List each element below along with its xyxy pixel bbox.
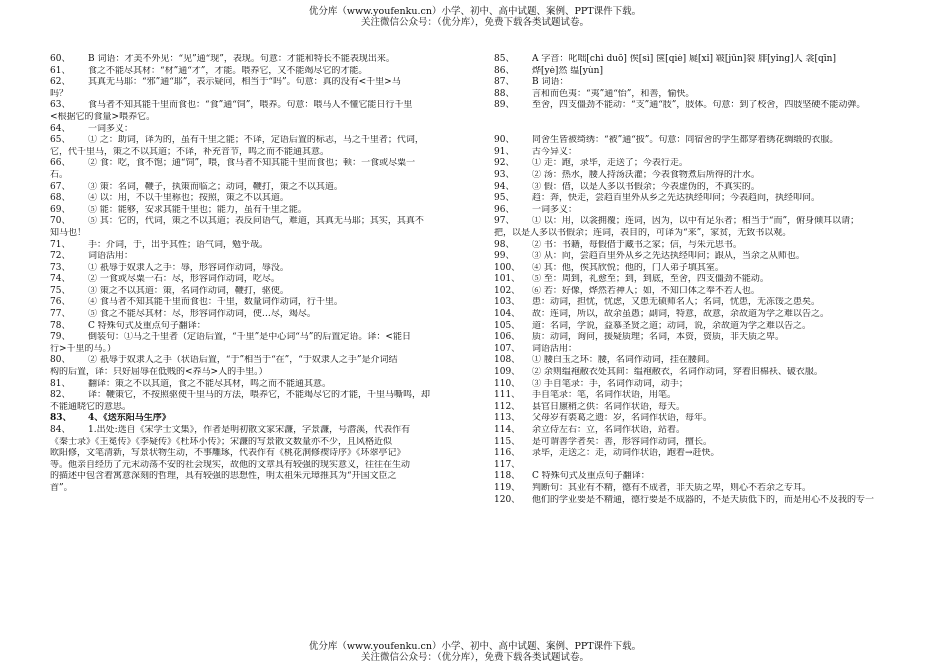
line-number: 102、 (494, 285, 521, 296)
line-text: ① 祇辱于奴隶人之手：辱，形容词作动词，辱没。 (88, 262, 289, 273)
line-text: 1.出处:选自《宋学士文集》，作者是明初散文家宋濂，字景濂，号潜溪，代表作有 (88, 425, 411, 435)
line-number: 116、 (494, 448, 521, 459)
numbered-line (50, 182, 475, 194)
line-number: 72、 (50, 251, 71, 262)
header-line-2: 关注微信公众号：（优分库），免费下载各类试题试卷。 (360, 17, 589, 28)
numbered-line (50, 263, 475, 275)
numbered-line (494, 483, 904, 495)
line-text: 父母岁有裘葛之遗：岁，名词作状语，每年。 (532, 413, 713, 424)
line-number: 117、 (494, 459, 521, 470)
continuation-line: 知马也！ (50, 227, 87, 238)
line-text: 余立侍左右：立，名词作状语，站着。 (532, 425, 686, 435)
header-line-1: 优分库（www.youfenku.cn）小学、初中、高中试题、案例、PPT课件下载。 (308, 6, 642, 17)
line-text: ② 食：吃，食不饱；通“饲”，喂，食马者不知其能千里而食也；顿：一食或尽粟一 (88, 158, 416, 169)
line-number: 98、 (494, 239, 515, 250)
line-number: 93、 (494, 169, 515, 180)
right-column (494, 54, 904, 506)
line-text: ① 之：助词，译为的，虽有千里之能；不译，定语后置的标志，马之千里者；代词， (88, 135, 424, 146)
continuation-line: 的描述中包含着寓意深刻的哲理，具有较强的思想性，明太祖朱元璋推其为“开国文臣之 (50, 471, 397, 482)
numbered-line (494, 309, 904, 321)
line-number: 85、 (494, 54, 515, 64)
line-text: ⑤ 至：周到，礼愈至；到，到底，至舍，四支僵劲不能动。 (532, 274, 769, 285)
line-text: 倒装句：①马之千里者（定语后置，“千里”是中心词“马”的后置定语。译：<能日 (88, 332, 411, 343)
numbered-line (494, 216, 904, 228)
numbered-line (494, 448, 904, 460)
numbered-line (494, 170, 904, 182)
numbered-line (494, 367, 904, 379)
line-text: 词语活用： (88, 251, 134, 262)
line-text: 食之不能尽其材：“材”通“才”，才能。喂养它，又不能竭尽它的才能。 (88, 65, 368, 76)
line-number: 80、 (50, 355, 71, 366)
numbered-line (50, 274, 475, 286)
numbered-line (494, 274, 904, 286)
numbered-line (494, 379, 904, 391)
line-number: 94、 (494, 181, 515, 192)
line-number: 71、 (50, 239, 71, 250)
line-text: ② 一食或尽粟一石：尽，形容词作动词，吃尽。 (88, 274, 280, 285)
numbered-line (50, 124, 475, 136)
line-text: ③ 假：借，以是人多以书假余；今表虚伪的，不真实的。 (532, 181, 760, 192)
line-number: 106、 (494, 332, 521, 343)
line-text: 翻译：策之不以其道，食之不能尽其材，鸣之而不能通其意。 (88, 378, 332, 389)
line-text: ① 以：用，以衾拥覆；连词，因为，以中有足乐者；相当于“而”，俯身倾耳以请； (532, 216, 860, 227)
line-text: 其真无马耶：“邪”通“耶”，表示疑问，相当于“吗”。句意：真的没有<千里>马 (88, 77, 401, 88)
line-number: 97、 (494, 216, 515, 227)
numbered-line (494, 460, 904, 472)
continuation-line: <根据它的食量>喂养它。 (50, 111, 156, 122)
line-text: 录毕，走送之：走，动词作状语，跑着→赶快。 (532, 448, 720, 459)
line-text: 患：动词，担忧，忧虑，又患无硕师名人；名词，忧患，无冻馁之患矣。 (532, 297, 821, 308)
numbered-line (50, 54, 475, 66)
continuation-line: 行>千里的马。） (50, 343, 117, 354)
line-text: ⑤ 其：它的，代词，策之不以其道；表反问语气，难道，其真无马耶；其实，其真不 (88, 216, 424, 227)
line-text: A 字音：叱咄[chì duō] 俟[sì] 箧[qiè] 屣[xǐ] 皲[jūn]裂 腓[yǐng]人 衾[qīn] (532, 54, 836, 64)
numbered-line (50, 297, 475, 309)
numbered-line (494, 471, 904, 483)
line-number: 120、 (494, 494, 521, 505)
left-column (50, 54, 475, 495)
line-text: B 词语：才美不外见：“见”通“现”，表现。句意：才能和特长不能表现出来。 (88, 54, 395, 64)
page-footer (0, 641, 950, 663)
numbered-line (494, 193, 904, 205)
numbered-line (50, 240, 475, 252)
numbered-line (494, 100, 904, 112)
line-number: 65、 (50, 135, 71, 146)
line-text: 至舍，四支僵劲不能动：“支”通“肢”，肢体。句意：到了校舍，四肢坚硬不能动弹。 (532, 100, 866, 111)
line-number: 82、 (50, 390, 71, 401)
numbered-line (50, 66, 475, 78)
line-number: 107、 (494, 343, 521, 354)
numbered-line (50, 425, 475, 437)
numbered-line (494, 182, 904, 194)
continuation-line: 构的后置，译：只好屈辱在低贱的<养马>人的手里。） (50, 367, 268, 378)
line-number: 111、 (494, 390, 521, 401)
numbered-line (494, 240, 904, 252)
line-text: 趋：奔，快走，尝趋百里外从乡之先达执经叩问；今表趋向，执经叩问。 (532, 193, 821, 204)
line-text: 手自笔录：笔，名词作状语，用笔。 (532, 390, 677, 401)
continuation-line: 把，以是人多以书假余；连词，表目的，可译为“来”，家贫，无致书以观。 (494, 227, 792, 238)
line-text: ① 腰白玉之环：腰，名词作动词，挂在腰间。 (532, 355, 715, 366)
line-number: 75、 (50, 285, 71, 296)
line-text: ④ 食马者不知其能千里而食也：千里，数量词作动词，行千里。 (88, 297, 343, 308)
line-number: 60、 (50, 54, 71, 64)
numbered-line (494, 205, 904, 217)
line-number: 114、 (494, 425, 521, 435)
line-number: 89、 (494, 100, 515, 111)
line-number: 64、 (50, 123, 71, 134)
numbered-line (50, 193, 475, 205)
page-header (0, 6, 950, 28)
line-text: 一词多义： (88, 123, 134, 134)
line-text: 手：介词，于，出乎其性；语气词，勉乎哉。 (88, 239, 269, 250)
line-text: ② 书：书籍，每假借于藏书之家；信，与朱元思书。 (532, 239, 742, 250)
numbered-line (494, 54, 904, 66)
line-text: 食马者不知其能千里而食也：“食”通“饲”，喂养。句意：喂马人不懂它能日行千里 (88, 100, 413, 111)
line-number: 119、 (494, 482, 521, 493)
line-text: 一词多义： (532, 204, 578, 215)
numbered-line (50, 379, 475, 391)
continuation-line: 《秦士录》《王冕传》《李疑传》《杜环小传》；宋濂的写景散文数量亦不少，且风格近似 (50, 436, 393, 447)
numbered-line (494, 402, 904, 414)
continuation-line: 首”。 (50, 482, 73, 493)
line-number: 88、 (494, 88, 515, 99)
line-text: ③ 策：名词，鞭子，执策而临之；动词，鞭打，策之不以其道。 (88, 181, 343, 192)
line-text: B 词语： (532, 77, 569, 88)
continuation-line: 等。他亲自经历了元末动荡不安的社会现实，故他的文章具有较强的现实意义，往往在生动 (50, 459, 411, 470)
numbered-line (494, 286, 904, 298)
numbered-line (494, 147, 904, 159)
numbered-line (494, 135, 904, 147)
line-text: 判断句：其业有不精，德有不成者，非天质之卑，则心不若余之专耳。 (532, 482, 812, 493)
line-text: ④ 其：他，俟其欣悦；他的，门人弟子填其室。 (532, 262, 724, 273)
numbered-line (494, 158, 904, 170)
line-text: ① 走：跑，录毕，走送了；今表行走。 (532, 158, 688, 169)
line-number: 87、 (494, 77, 515, 88)
line-number: 79、 (50, 332, 71, 343)
numbered-line (494, 251, 904, 263)
numbered-line (494, 344, 904, 356)
numbered-line (494, 66, 904, 78)
numbered-line (494, 425, 904, 437)
line-text: ⑤ 能：能够，安求其能千里也；能力，虽有千里之能。 (88, 204, 307, 215)
line-number: 81、 (50, 378, 71, 389)
numbered-line (50, 205, 475, 217)
footer-line-2: 关注微信公众号：（优分库），免费下载各类试题试卷。 (360, 652, 589, 663)
numbered-line (50, 286, 475, 298)
numbered-line (494, 437, 904, 449)
line-text: 质：动词，询问，援疑质理；名词，本资，资质，非天质之卑。 (532, 332, 785, 343)
numbered-line (50, 158, 475, 170)
line-text: 故：连词，所以，故余虽愚；副词，特意，故意，余故道为学之难以告之。 (532, 309, 830, 320)
numbered-line (50, 135, 475, 147)
line-text: 4、《送东阳马生序》 (88, 413, 171, 424)
line-number: 101、 (494, 274, 521, 285)
continuation-line (494, 112, 904, 124)
line-number: 84、 (50, 425, 71, 435)
line-text: 古今异义： (532, 146, 578, 157)
numbered-line (494, 390, 904, 402)
numbered-line (50, 321, 475, 333)
line-text: ③ 从：向，尝趋百里外从乡之先达执经叩问；跟从，当余之从师也。 (532, 251, 805, 262)
line-number: 104、 (494, 309, 521, 320)
continuation-line (494, 124, 904, 136)
line-text: C 特殊句式及重点句子翻译： (88, 320, 206, 331)
line-text: ② 祇辱于奴隶人之手（状语后置，“于”相当于“在”，“于奴隶人之手”是介词结 (88, 355, 398, 366)
continuation-line: 欧阳修，文笔清新，写景状物生动，不事雕琢，代表作有《桃花涧修禊诗序》《环翠亭记》 (50, 448, 406, 459)
line-text: 道：名词，学说，益慕圣贤之道；动词，说，余故道为学之难以告之。 (532, 320, 812, 331)
continuation-line: 它，代千里马，策之不以其道；不译，补充音节，鸣之而不能通其意。 (50, 146, 330, 157)
line-number: 74、 (50, 274, 71, 285)
continuation-line: 吗？ (50, 88, 69, 99)
numbered-line (50, 413, 475, 425)
line-number: 113、 (494, 413, 521, 424)
line-text: ③ 手自笔录：手，名词作动词，动手； (532, 378, 688, 389)
numbered-line (50, 309, 475, 321)
line-text: ⑤ 食之不能尽其材：尽，形容词作动词，使…尽，竭尽。 (88, 309, 316, 320)
numbered-line (494, 495, 904, 507)
line-number: 76、 (50, 297, 71, 308)
line-number: 70、 (50, 216, 71, 227)
line-text: 烨[yè]然 缊[yùn] (532, 65, 603, 76)
numbered-line (494, 89, 904, 101)
line-number: 67、 (50, 181, 71, 192)
line-text: C 特殊句式及重点句子翻译： (532, 471, 650, 482)
numbered-line (494, 413, 904, 425)
line-number: 108、 (494, 355, 521, 366)
line-text: 译：鞭策它，不按照驱使千里马的方法，喂养它，不能竭尽它的才能，千里马嘶鸣，却 (88, 390, 431, 401)
line-number: 77、 (50, 309, 71, 320)
numbered-line (50, 332, 475, 344)
line-number: 105、 (494, 320, 521, 331)
numbered-line (494, 263, 904, 275)
numbered-line (50, 77, 475, 89)
numbered-line (494, 332, 904, 344)
footer-line-1: 优分库（www.youfenku.cn）小学、初中、高中试题、案例、PPT课件下载。 (308, 641, 642, 652)
line-number: 115、 (494, 436, 521, 447)
line-number: 90、 (494, 135, 515, 146)
numbered-line (50, 251, 475, 263)
line-number: 96、 (494, 204, 515, 215)
line-number: 63、 (50, 100, 71, 111)
line-number: 103、 (494, 297, 521, 308)
line-text: ⑥ 若：好像，烨然若神人；如，不知口体之奉不若人也。 (532, 285, 760, 296)
numbered-line (494, 297, 904, 309)
line-text (532, 460, 904, 472)
numbered-line (50, 100, 475, 112)
line-number: 69、 (50, 204, 71, 215)
line-text: 词语活用： (532, 343, 578, 354)
numbered-line (50, 355, 475, 367)
line-number: 95、 (494, 193, 515, 204)
line-number: 92、 (494, 158, 515, 169)
line-number: 62、 (50, 77, 71, 88)
line-number: 99、 (494, 251, 515, 262)
line-number: 110、 (494, 378, 521, 389)
numbered-line (50, 216, 475, 228)
line-number: 118、 (494, 471, 521, 482)
numbered-line (494, 355, 904, 367)
line-number: 61、 (50, 65, 71, 76)
line-text: ③ 策之不以其道：策，名词作动词，鞭打，驱使。 (88, 285, 289, 296)
line-text: ④ 以：用，不以千里称也；按照，策之不以其道。 (88, 193, 289, 204)
line-text: 县官日廪稍之供：名词作状语，每天。 (532, 401, 686, 412)
line-number: 73、 (50, 262, 71, 273)
line-number: 83、 (50, 413, 72, 424)
line-text: ② 余则缊袍敝衣处其间：缊袍敝衣，名词作动词，穿着旧棉袄、破衣服。 (532, 367, 823, 378)
line-number: 78、 (50, 320, 71, 331)
numbered-line (50, 390, 475, 402)
line-text: 同舍生皆被绮绣：“被”通“披”。句意：同宿舍的学生都穿着绣花绸缎的衣服。 (532, 135, 839, 146)
line-text: 他们的学业要是不精通，德行要是不成器的，不是天质低下的，而是用心不及我的专一 (532, 494, 875, 505)
line-number: 68、 (50, 193, 71, 204)
continuation-line: 不能通晓它的意思。 (50, 401, 132, 412)
line-number: 109、 (494, 367, 521, 378)
line-number: 66、 (50, 158, 71, 169)
line-number: 91、 (494, 146, 515, 157)
line-number: 112、 (494, 401, 521, 412)
line-number: 100、 (494, 262, 521, 273)
continuation-line: 石。 (50, 169, 69, 180)
numbered-line (494, 321, 904, 333)
line-text: 是可谓善学者矣：善，形容词作动词，擅长。 (532, 436, 713, 447)
line-text: 言和而色夷：“夷”通“怡”，和善，愉快。 (532, 88, 695, 99)
numbered-line (494, 77, 904, 89)
line-number: 86、 (494, 65, 515, 76)
line-text: ② 汤：热水，腰人持汤沃灌；今表食物煮后所得的汁水。 (532, 169, 760, 180)
